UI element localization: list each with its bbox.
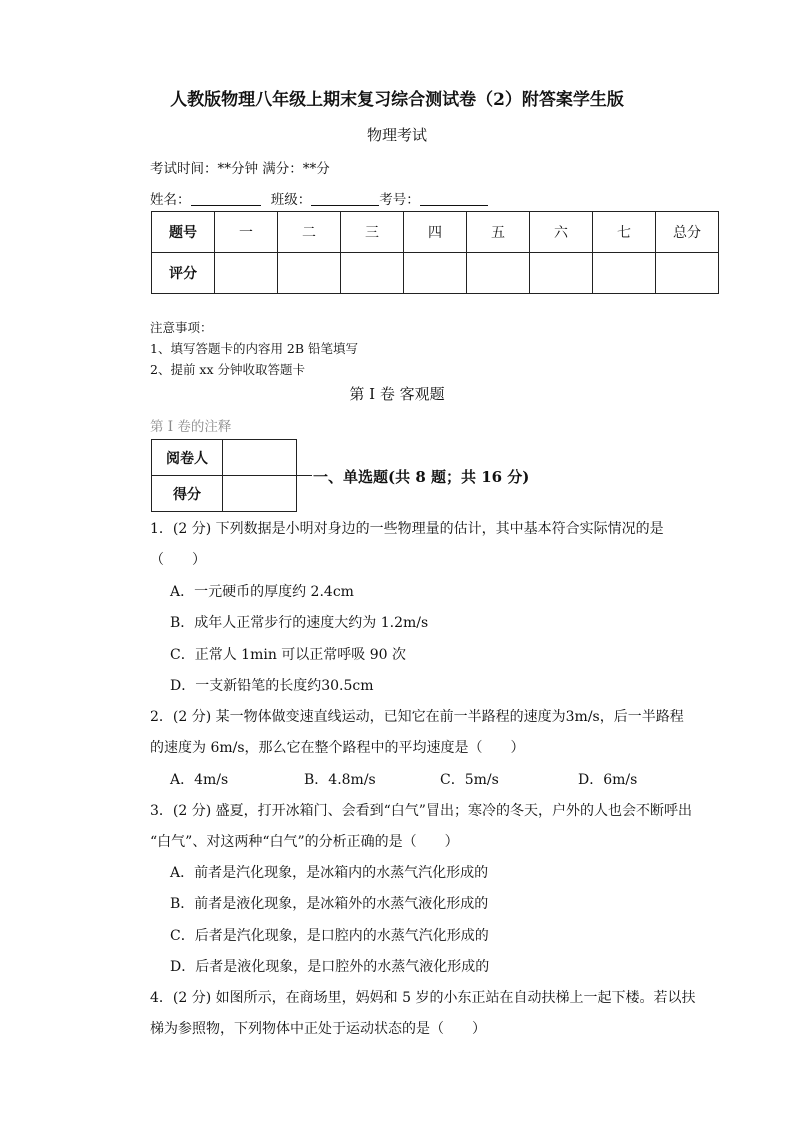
section-note: 第 I 卷的注释	[150, 419, 232, 435]
id-label: 考号：	[379, 192, 420, 208]
score-cell[interactable]	[215, 253, 278, 294]
question-1-option-b[interactable]: B．成年人正常步行的速度大约为 1.2m/s	[170, 615, 429, 631]
score-row	[152, 253, 719, 294]
question-3-option-b[interactable]: B．前者是液化现象，是冰箱外的水蒸气液化形成的	[170, 896, 489, 912]
question-3-line-2: “白气”、对这两种“白气”的分析正确的是（ ）	[150, 834, 459, 850]
class-blank[interactable]	[311, 191, 379, 206]
question-1-line-1: 1．(2 分) 下列数据是小明对身边的一些物理量的估计，其中基本符合实际情况的是	[150, 521, 664, 537]
grader-cell[interactable]	[223, 440, 297, 476]
document-subtitle: 物理考试	[366, 126, 427, 144]
score-value-cell[interactable]	[223, 476, 297, 512]
question-2-option-d[interactable]: D．6m/s	[578, 772, 638, 788]
question-4-line-1: 4．(2 分) 如图所示，在商场里，妈妈和 5 岁的小东正站在自动扶梯上一起下楼。若以扶	[150, 990, 696, 1006]
section-title: 第 I 卷 客观题	[349, 385, 445, 403]
score-col-total: 总分	[656, 212, 719, 253]
grader-table	[151, 439, 297, 512]
note-item-1: 1、填写答题卡的内容用 2B 铅笔填写	[150, 341, 359, 356]
question-3-option-c[interactable]: C．后者是汽化现象，是口腔内的水蒸气汽化形成的	[170, 928, 489, 944]
question-4-line-2: 梯为参照物，下列物体中正处于运动状态的是（ ）	[150, 1021, 486, 1037]
score-cell[interactable]	[467, 253, 530, 294]
score-cell[interactable]	[341, 253, 404, 294]
document-title: 人教版物理八年级上期末复习综合测试卷（2）附答案学生版	[170, 90, 624, 110]
score-label: 得分	[152, 476, 223, 512]
score-col-4: 四	[404, 212, 467, 253]
score-col-6: 六	[530, 212, 593, 253]
score-col-1: 一	[215, 212, 278, 253]
question-3-line-1: 3．(2 分) 盛夏，打开冰箱门、会看到“白气”冒出；寒冷的冬天，户外的人也会不断呼出	[150, 803, 692, 819]
class-label: 班级：	[270, 192, 312, 208]
question-1-option-c[interactable]: C．正常人 1min 可以正常呼吸 90 次	[170, 647, 407, 663]
part-connector-line	[297, 475, 312, 476]
score-col-7: 七	[593, 212, 656, 253]
question-1-option-a[interactable]: A．一元硬币的厚度约 2.4cm	[170, 584, 354, 600]
score-cell[interactable]	[593, 253, 656, 294]
question-2-line-1: 2．(2 分) 某一物体做变速直线运动，已知它在前一半路程的速度为3m/s，后一半路程	[150, 709, 684, 725]
question-3-option-d[interactable]: D．后者是液化现象，是口腔外的水蒸气液化形成的	[170, 959, 490, 975]
name-blank[interactable]	[191, 191, 261, 206]
score-cell[interactable]	[656, 253, 719, 294]
score-row-label: 评分	[152, 253, 215, 294]
part-title: 一、单选题(共 8 题；共 16 分)	[313, 468, 530, 486]
question-2-option-a[interactable]: A．4m/s	[170, 772, 229, 788]
score-header-row	[152, 212, 719, 253]
score-col-2: 二	[278, 212, 341, 253]
note-item-2: 2、提前 xx 分钟收取答题卡	[150, 362, 305, 377]
question-3-option-a[interactable]: A．前者是汽化现象，是冰箱内的水蒸气汽化形成的	[170, 865, 489, 881]
notes-heading: 注意事项：	[150, 320, 213, 335]
question-2-option-b[interactable]: B．4.8m/s	[304, 772, 376, 788]
score-col-3: 三	[341, 212, 404, 253]
grader-label: 阅卷人	[152, 440, 223, 476]
score-cell[interactable]	[278, 253, 341, 294]
score-table	[151, 211, 719, 294]
id-blank[interactable]	[420, 191, 488, 206]
question-2-line-2: 的速度为 6m/s，那么它在整个路程中的平均速度是（ ）	[150, 740, 525, 756]
name-label: 姓名：	[150, 192, 191, 208]
student-fields	[150, 188, 488, 208]
question-1-option-d[interactable]: D．一支新铅笔的长度约30.5cm	[170, 678, 374, 694]
score-cell[interactable]	[404, 253, 467, 294]
question-2-option-c[interactable]: C．5m/s	[440, 772, 499, 788]
score-cell[interactable]	[530, 253, 593, 294]
question-1-line-2: （ ）	[150, 552, 206, 568]
exam-info: 考试时间：**分钟 满分：**分	[150, 161, 330, 177]
score-header-label: 题号	[152, 212, 215, 253]
score-col-5: 五	[467, 212, 530, 253]
